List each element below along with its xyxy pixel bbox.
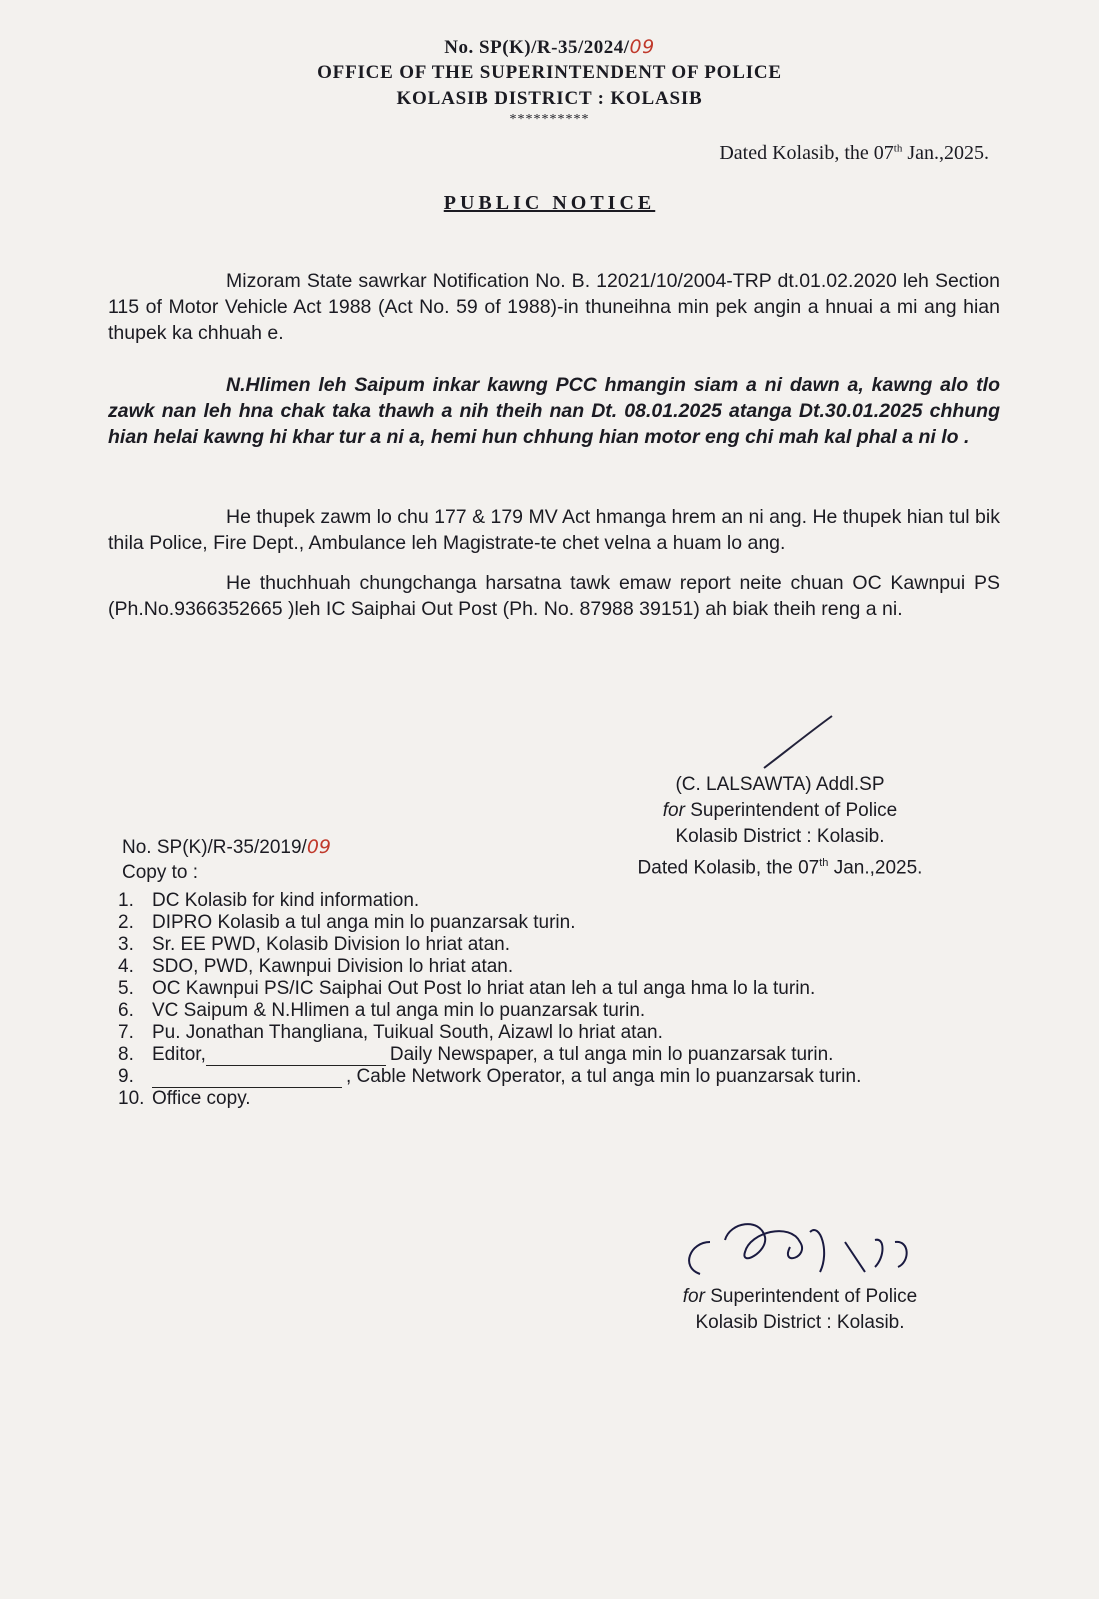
signer-name: (C. LALSAWTA) Addl.SP	[675, 774, 885, 795]
item-number: 5.	[118, 978, 134, 999]
item-text: DC Kolasib for kind information.	[152, 890, 420, 911]
item-text: Office copy.	[152, 1088, 251, 1109]
bottom-designation	[620, 1284, 980, 1310]
dated-prefix: Dated Kolasib, the 07	[719, 142, 894, 164]
item-number: 7.	[118, 1022, 134, 1043]
list-item	[118, 956, 861, 978]
item-number: 2.	[118, 912, 134, 933]
district-name: KOLASIB DISTRICT : KOLASIB	[396, 88, 703, 109]
copy-ref-handwritten: 09	[306, 836, 331, 858]
item-text: Daily Newspaper, a tul anga min lo puanzarsak turin.	[389, 1044, 834, 1065]
item-number: 9.	[118, 1066, 134, 1087]
item-prefix: Editor,	[152, 1044, 206, 1065]
signer-block	[610, 772, 950, 881]
paragraph-4-text: He thuchhuah chungchanga harsatna tawk emaw report neite chuan OC Kawnpui PS (Ph.No.9366352665 )leh IC Saiphai Out Post (Ph. No. 87988 39151) ah biak theih reng a ni.	[108, 572, 1000, 620]
handwritten-signature	[670, 1212, 940, 1292]
copy-list	[118, 890, 861, 1110]
item-text: SDO, PWD, Kawnpui Division lo hriat atan.	[152, 956, 514, 977]
list-item	[118, 934, 861, 956]
item-number: 10.	[118, 1088, 145, 1109]
item-text: Sr. EE PWD, Kolasib Division lo hriat atan.	[152, 934, 510, 955]
item-text: DIPRO Kolasib a tul anga min lo puanzarsak turin.	[152, 912, 576, 933]
signature-stroke	[760, 712, 840, 772]
item-number: 6.	[118, 1000, 134, 1021]
paragraph-3-text: He thupek zawm lo chu 177 & 179 MV Act hmanga hrem an ni ang. He thupek hian tul bik thila Police, Fire Dept., Ambulance leh Magistrate-te chet velna a huam lo ang.	[108, 506, 1000, 554]
handwritten-number: 09	[629, 36, 655, 58]
item-text: , Cable Network Operator, a tul anga min lo puanzarsak turin.	[346, 1066, 862, 1087]
signer-designation	[610, 798, 950, 824]
list-item	[118, 978, 861, 1000]
office-name: OFFICE OF THE SUPERINTENDENT OF POLICE	[317, 62, 782, 83]
list-item	[118, 1088, 861, 1110]
bottom-designation-text: Superintendent of Police	[704, 1286, 918, 1307]
list-item	[118, 1066, 861, 1088]
item-number: 4.	[118, 956, 134, 977]
header-number-text: No. SP(K)/R-35/2024/	[444, 37, 630, 58]
blank-line	[152, 1071, 342, 1088]
list-item	[118, 1000, 861, 1022]
signer-dated-sup: th	[819, 857, 829, 869]
header-divider: **********	[509, 112, 590, 127]
paragraph-4	[108, 570, 1000, 622]
paragraph-2-text: N.Hlimen leh Saipum inkar kawng PCC hmangin siam a ni dawn a, kawng alo tlo zawk nan leh hna chak taka thawh a nih theih nan Dt. 08.01.2025 atanga Dt.30.01.2025 chhung hian helai kawng hi khar tur a ni a, hemi hun chhung hian motor eng chi mah kal phal a ni lo .	[108, 374, 1000, 448]
bottom-for: for	[682, 1286, 705, 1307]
signer-dated-prefix: Dated Kolasib, the 07	[637, 857, 820, 879]
paragraph-2	[108, 372, 1000, 450]
dated-suffix: Jan.,2025.	[902, 142, 989, 164]
item-number: 3.	[118, 934, 134, 955]
dated-line	[719, 142, 989, 165]
paragraph-1-text: Mizoram State sawrkar Notification No. B. 12021/10/2004-TRP dt.01.02.2020 leh Section 115 of Motor Vehicle Act 1988 (Act No. 59 of 1988)-in thuneihna min pek angin a hnuai a mi ang hian thupek ka chhuah e.	[108, 270, 1000, 344]
copy-ref-text: No. SP(K)/R-35/2019/	[122, 837, 307, 858]
copy-ref-number	[122, 836, 331, 859]
item-number: 1.	[118, 890, 134, 911]
item-text: Pu. Jonathan Thangliana, Tuikual South, Aizawl lo hriat atan.	[152, 1022, 663, 1043]
bottom-district: Kolasib District : Kolasib.	[695, 1312, 905, 1333]
signer-district: Kolasib District : Kolasib.	[675, 826, 885, 847]
copy-to-label: Copy to :	[122, 862, 199, 883]
paragraph-3	[108, 504, 1000, 556]
list-item	[118, 890, 861, 912]
blank-line	[206, 1049, 386, 1066]
list-item	[118, 1022, 861, 1044]
signer-dated	[610, 850, 950, 881]
notice-title: PUBLIC NOTICE	[443, 192, 656, 214]
header-number	[0, 36, 1099, 59]
paragraph-1	[108, 268, 1000, 346]
item-text: OC Kawnpui PS/IC Saiphai Out Post lo hriat atan leh a tul anga hma lo la turin.	[152, 978, 816, 999]
dated-sup: th	[893, 142, 903, 155]
item-text: VC Saipum & N.Hlimen a tul anga min lo puanzarsak turin.	[152, 1000, 646, 1021]
signer-for: for	[662, 800, 685, 821]
signer-designation-text: Superintendent of Police	[684, 800, 898, 821]
signer-dated-suffix: Jan.,2025.	[828, 857, 923, 879]
item-number: 8.	[118, 1044, 134, 1065]
list-item	[118, 912, 861, 934]
signature-text: C.Ghrayl 1/1/25	[670, 1212, 677, 1213]
list-item	[118, 1044, 861, 1066]
bottom-signer-block	[620, 1284, 980, 1336]
